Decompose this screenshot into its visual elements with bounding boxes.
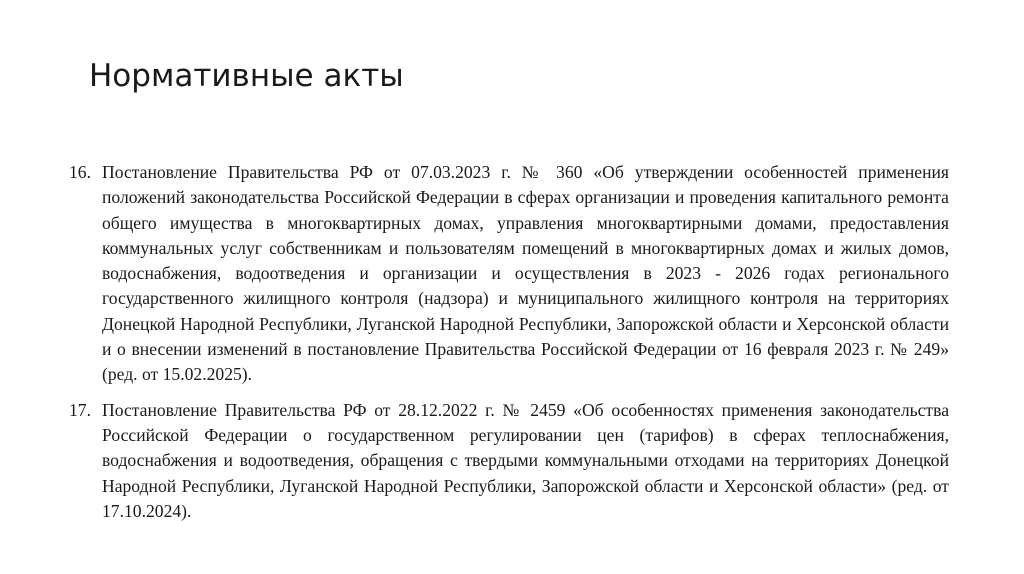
list-item-act-16 (69, 160, 949, 388)
acts-list (69, 160, 949, 534)
list-item-act-17 (69, 398, 949, 524)
slide-title: Нормативные акты (89, 58, 404, 94)
list-item-text: Постановление Правительства РФ от 07.03.2023 г. № 360 «Об утверждении особенностей применения положений законодательства Российской Федерации в сферах организации и проведения капитального ремонта общего имущества в многоквартирных домах, управления многоквартирными домами, предоставления коммунальных услуг собственникам и пользователям помещений в многоквартирных домах и жилых домов, водоснабжения, водоотведения и организации и осуществления в 2023 - 2026 годах регионального государственного жилищного контроля (надзора) и муниципального жилищного контроля на территориях Донецкой Народной Республики, Луганской Народной Республики, Запорожской области и Херсонской области и о внесении изменений в постановление Правительства Российской Федерации от 16 февраля 2023 г. № 249» (ред. от 15.02.2025). (102, 162, 949, 385)
list-item-number: 17. (69, 399, 91, 420)
list-item-number: 16. (69, 162, 91, 182)
list-item-text: Постановление Правительства РФ от 28.12.2022 г. № 2459 «Об особенностях применения законодательства Российской Федерации о государственном регулировании цен (тарифов) в сферах теплоснабжения, водоснабжения и водоотведения, обращения с твердыми коммунальными отходами на территориях Донецкой Народной Республики, Луганской Народной Республики, Запорожской области и Херсонской области» (ред. от 17.10.2024). (102, 399, 949, 521)
